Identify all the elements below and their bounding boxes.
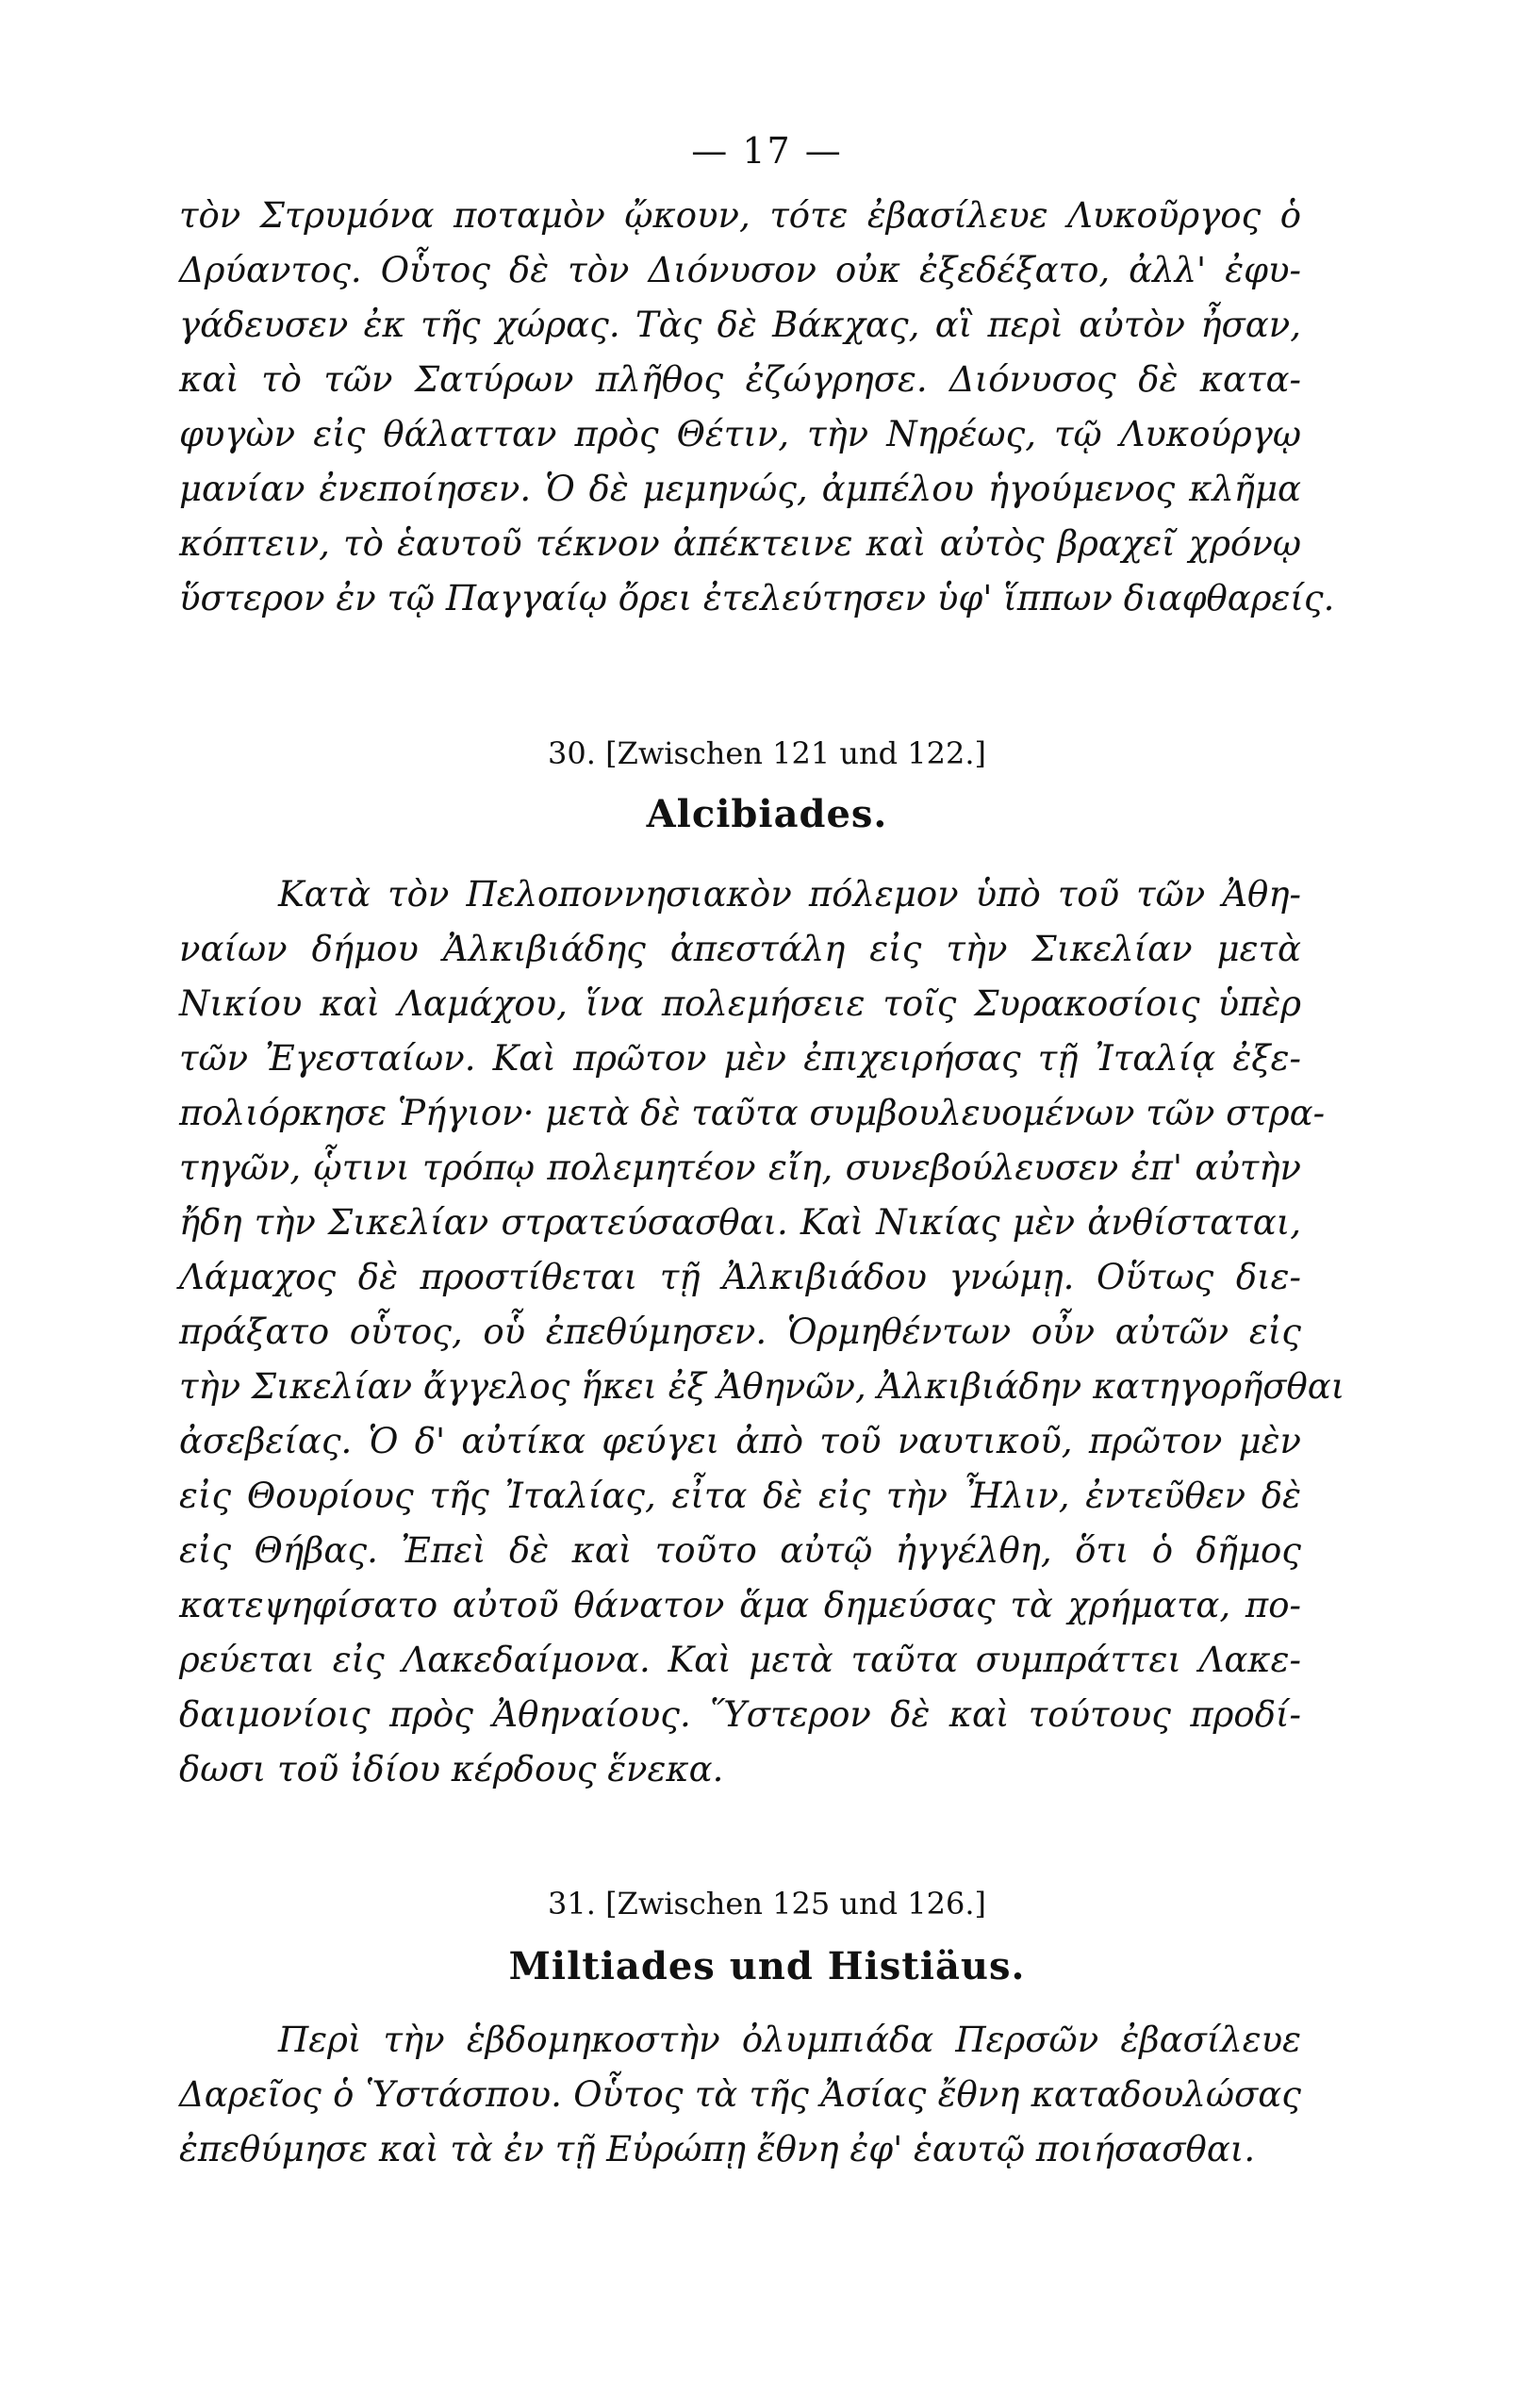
section-31-reference: 31. [Zwischen 125 und 126.] (548, 1886, 986, 1921)
text-line: δαιμονίοις πρὸς Ἀθηναίους. Ὕστερον δὲ καὶ τούτους προδί- (179, 1694, 1301, 1735)
text-line: εἰς Θουρίους τῆς Ἰταλίας, εἶτα δὲ εἰς τὴν Ἦλιν, ἐντεῦθεν δὲ (179, 1476, 1301, 1516)
text-line: Νικίου καὶ Λαμάχου, ἵνα πολεμήσειε τοῖς Συρακοσίοις ὑπὲρ (179, 983, 1301, 1024)
text-line: φυγὼν εἰς θάλατταν πρὸς Θέτιν, τὴν Νηρέως, τῷ Λυκούργῳ (179, 414, 1301, 454)
text-line: ρεύεται εἰς Λακεδαίμονα. Καὶ μετὰ ταῦτα συμπράττει Λακε- (179, 1640, 1301, 1680)
text-line: ἐπεθύμησε καὶ τὰ ἐν τῇ Εὐρώπῃ ἔθνη ἐφ' ἑαυτῷ ποιήσασθαι. (179, 2129, 1256, 2169)
text-line: δωσι τοῦ ἰδίου κέρδους ἕνεκα. (179, 1749, 724, 1790)
section-30-reference: 30. [Zwischen 121 und 122.] (548, 735, 986, 771)
text-line: ἤδη τὴν Σικελίαν στρατεύσασθαι. Καὶ Νικίας μὲν ἀνθίσταται, (179, 1202, 1301, 1243)
text-line: πράξατο οὗτος, οὗ ἐπεθύμησεν. Ὁρμηθέντων οὖν αὐτῶν εἰς (179, 1311, 1301, 1352)
section-31-title: Miltiades und Histiäus. (508, 1944, 1026, 1988)
text-line: ναίων δήμου Ἀλκιβιάδης ἀπεστάλη εἰς τὴν Σικελίαν μετὰ (179, 929, 1301, 969)
text-line: τὸν Στρυμόνα ποταμὸν ᾤκουν, τότε ἐβασίλευε Λυκοῦργος ὁ (179, 195, 1301, 236)
text-line: Δρύαντος. Οὗτος δὲ τὸν Διόνυσον οὐκ ἐξεδέξατο, ἀλλ' ἐφυ- (179, 250, 1301, 290)
text-line: πολιόρκησε Ῥήγιον· μετὰ δὲ ταῦτα συμβουλευομένων τῶν στρα- (179, 1093, 1326, 1133)
text-line: Λάμαχος δὲ προστίθεται τῇ Ἀλκιβιάδου γνώμῃ. Οὕτως διε- (179, 1257, 1301, 1297)
section-30-title: Alcibiades. (646, 792, 888, 836)
page-number: — 17 — (691, 130, 843, 172)
text-line: Περὶ τὴν ἑβδομηκοστὴν ὀλυμπιάδα Περσῶν ἐβασίλευε (278, 2020, 1301, 2060)
text-line: εἰς Θήβας. Ἐπεὶ δὲ καὶ τοῦτο αὐτῷ ἠγγέλθη, ὅτι ὁ δῆμος (179, 1530, 1301, 1571)
text-line: γάδευσεν ἐκ τῆς χώρας. Τὰς δὲ Βάκχας, αἳ περὶ αὐτὸν ἦσαν, (179, 305, 1301, 345)
text-line: τῶν Ἐγεσταίων. Καὶ πρῶτον μὲν ἐπιχειρήσας τῇ Ἰταλίᾳ ἐξε- (179, 1038, 1301, 1079)
text-line: καὶ τὸ τῶν Σατύρων πλῆθος ἐζώγρησε. Διόνυσος δὲ κατα- (179, 359, 1301, 400)
text-line: κατεψηφίσατο αὐτοῦ θάνατον ἅμα δημεύσας τὰ χρήματα, πο- (179, 1585, 1301, 1625)
text-line: κόπτειν, τὸ ἑαυτοῦ τέκνον ἀπέκτεινε καὶ αὐτὸς βραχεῖ χρόνῳ (179, 523, 1301, 564)
text-line: ὕστερον ἐν τῷ Παγγαίῳ ὄρει ἐτελεύτησεν ὑφ' ἵππων διαφθαρείς. (179, 578, 1335, 618)
text-line: Δαρεῖος ὁ Ὑστάσπου. Οὗτος τὰ τῆς Ἀσίας ἔθνη καταδουλώσας (179, 2074, 1301, 2115)
text-line: τηγῶν, ᾧτινι τρόπῳ πολεμητέον εἴη, συνεβούλευσεν ἐπ' αὐτὴν (179, 1147, 1301, 1188)
text-line: ἀσεβείας. Ὁ δ' αὐτίκα φεύγει ἀπὸ τοῦ ναυτικοῦ, πρῶτον μὲν (179, 1421, 1301, 1461)
section-31-paragraph (179, 2013, 1301, 2177)
section-30-paragraph (179, 867, 1345, 1797)
intro-paragraph (179, 189, 1335, 626)
text-line: τὴν Σικελίαν ἄγγελος ἥκει ἐξ Ἀθηνῶν, Ἀλκιβιάδην κατηγορῆσθαι (179, 1366, 1345, 1407)
text-line: Κατὰ τὸν Πελοποννησιακὸν πόλεμον ὑπὸ τοῦ τῶν Ἀθη- (278, 874, 1301, 915)
text-line: μανίαν ἐνεποίησεν. Ὁ δὲ μεμηνώς, ἀμπέλου ἡγούμενος κλῆμα (179, 469, 1301, 509)
